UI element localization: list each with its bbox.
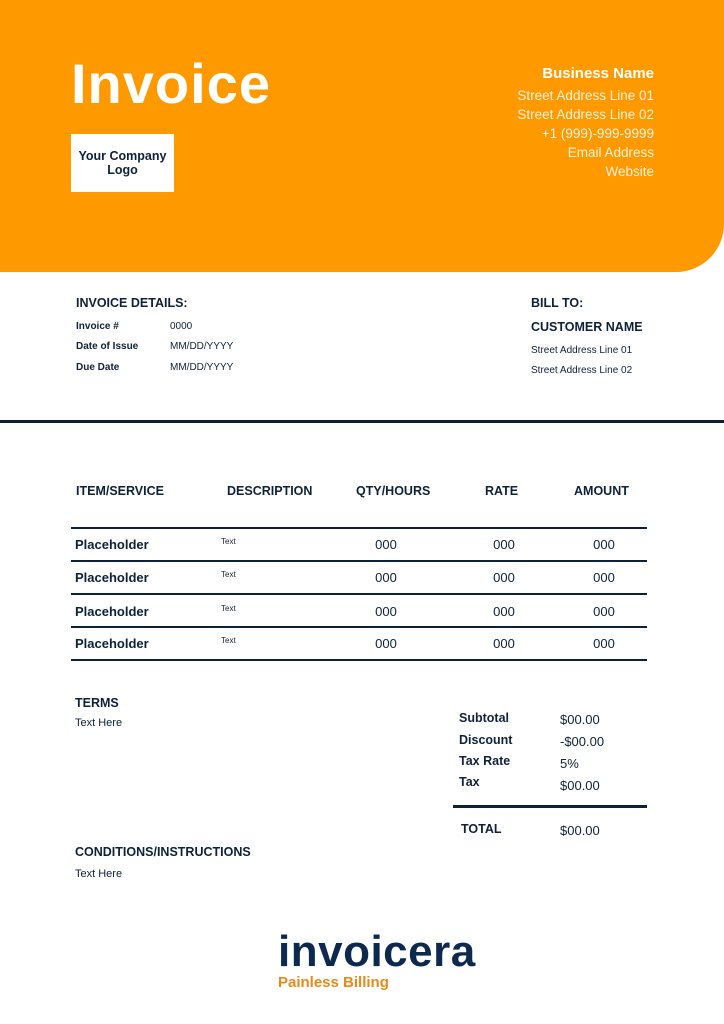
company-logo-placeholder: Your Company Logo [71, 134, 174, 192]
table-row-amount: 000 [593, 636, 615, 651]
brand-name: invoicera [278, 927, 476, 976]
subtotal-label: Subtotal [459, 711, 509, 725]
due-date-value: MM/DD/YYYY [170, 362, 234, 373]
bill-to-heading: BILL TO: [531, 296, 584, 310]
table-row-description: Text [221, 636, 236, 645]
table-row-rate: 000 [493, 570, 515, 585]
due-date-label: Due Date [76, 362, 120, 373]
table-row-description: Text [221, 537, 236, 546]
tax-rate-label: Tax Rate [459, 754, 511, 768]
table-row-amount: 000 [593, 570, 615, 585]
customer-name: CUSTOMER NAME [531, 320, 643, 334]
table-row-item: Placeholder [75, 636, 149, 651]
table-row-rate: 000 [493, 604, 515, 619]
table-rule [71, 560, 647, 562]
conditions-text: Text Here [75, 868, 123, 880]
table-row-qty: 000 [375, 636, 397, 651]
conditions-heading: CONDITIONS/INSTRUCTIONS [75, 845, 251, 859]
table-row-rate: 000 [493, 537, 515, 552]
table-row-description: Text [221, 570, 236, 579]
total-value: $00.00 [560, 823, 600, 838]
business-website: Website [605, 164, 654, 179]
table-row-item: Placeholder [75, 537, 149, 552]
business-phone: +1 (999)-999-9999 [541, 126, 654, 141]
table-row-rate: 000 [493, 636, 515, 651]
business-email: Email Address [567, 145, 654, 160]
table-row-qty: 000 [375, 570, 397, 585]
invoice-title: Invoice [71, 52, 271, 115]
invoice-details-heading: INVOICE DETAILS: [76, 296, 188, 310]
date-of-issue-label: Date of Issue [76, 341, 139, 352]
totals-divider [453, 805, 647, 808]
table-row-amount: 000 [593, 537, 615, 552]
total-label: TOTAL [461, 822, 502, 836]
business-address-line-1: Street Address Line 01 [517, 88, 654, 103]
col-header-qty: QTY/HOURS [356, 484, 431, 498]
invoicera-logo [278, 928, 476, 991]
table-row-qty: 000 [375, 537, 397, 552]
table-row-description: Text [221, 604, 236, 613]
terms-heading: TERMS [75, 696, 119, 710]
customer-address-line-1: Street Address Line 01 [531, 345, 633, 356]
discount-value: -$00.00 [560, 734, 605, 749]
tax-value: $00.00 [560, 778, 600, 793]
date-of-issue-value: MM/DD/YYYY [170, 341, 234, 352]
col-header-item: ITEM/SERVICE [76, 484, 164, 498]
brand-tagline: Painless Billing [278, 974, 389, 991]
business-address-line-2: Street Address Line 02 [517, 107, 654, 122]
table-rule [71, 626, 647, 628]
table-rule [71, 527, 647, 529]
col-header-amount: AMOUNT [574, 484, 629, 498]
table-row-qty: 000 [375, 604, 397, 619]
terms-text: Text Here [75, 717, 123, 729]
table-row-amount: 000 [593, 604, 615, 619]
subtotal-value: $00.00 [560, 712, 600, 727]
tax-label: Tax [459, 775, 480, 789]
discount-label: Discount [459, 733, 513, 747]
col-header-description: DESCRIPTION [227, 484, 313, 498]
table-rule [71, 659, 647, 661]
invoice-number-value: 0000 [170, 321, 193, 332]
table-row-item: Placeholder [75, 604, 149, 619]
customer-address-line-2: Street Address Line 02 [531, 365, 633, 376]
table-row-item: Placeholder [75, 570, 149, 585]
table-rule [71, 593, 647, 595]
business-name: Business Name [542, 65, 654, 82]
tax-rate-value: 5% [560, 756, 579, 771]
col-header-rate: RATE [485, 484, 519, 498]
section-divider [0, 420, 724, 423]
invoice-number-label: Invoice # [76, 321, 119, 332]
